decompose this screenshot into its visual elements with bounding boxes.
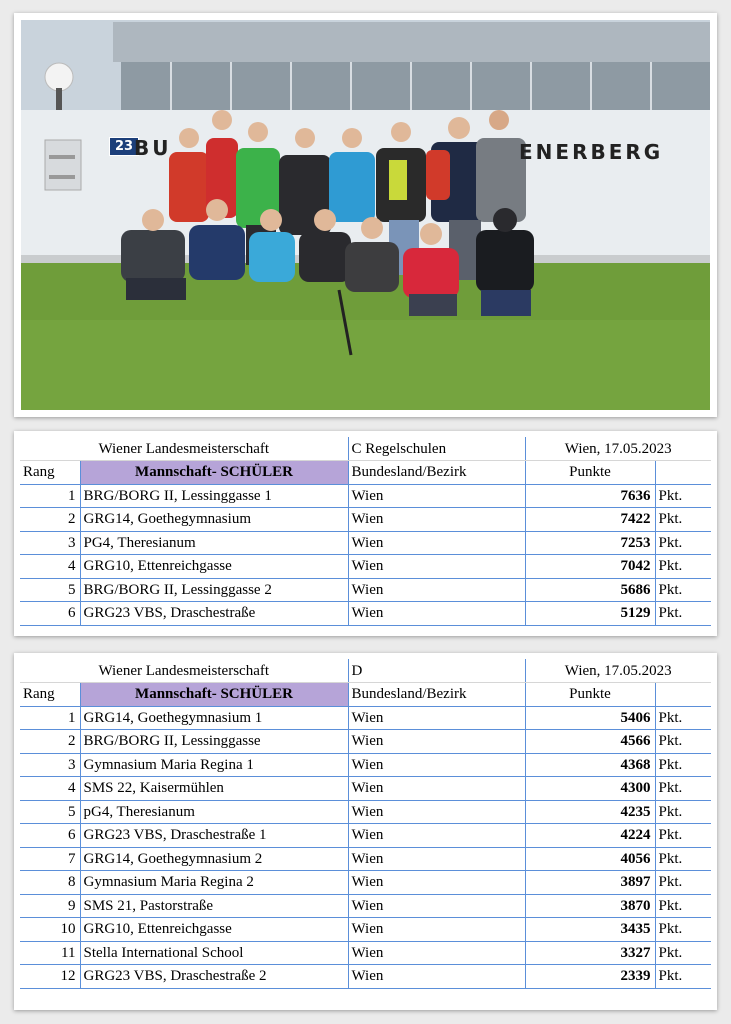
table-row: [20, 508, 711, 532]
table-row: [20, 847, 711, 871]
table-row-unit: Pkt.: [655, 847, 711, 871]
table-row-team: GRG23 VBS, Draschestraße 2: [80, 965, 348, 989]
table-row-rang: 12: [20, 965, 80, 989]
table-row-rang: 8: [20, 871, 80, 895]
table-row: [20, 484, 711, 508]
table-row-punkte: 4235: [525, 800, 655, 824]
results-table-c-card: [14, 431, 717, 636]
table-row-team: GRG10, Ettenreichgasse: [80, 555, 348, 579]
table-row-punkte: 4566: [525, 730, 655, 754]
table-row-team: SMS 22, Kaisermühlen: [80, 777, 348, 801]
table-c-category: C Regelschulen: [348, 437, 525, 461]
table-row-unit: Pkt.: [655, 824, 711, 848]
table-row-rang: 2: [20, 730, 80, 754]
table-row-punkte: 5686: [525, 578, 655, 602]
table-row-unit: Pkt.: [655, 531, 711, 555]
table-row-bundesland: Wien: [348, 941, 525, 965]
table-row-punkte: 4224: [525, 824, 655, 848]
results-table-d: [20, 659, 711, 989]
table-row-punkte: 7253: [525, 531, 655, 555]
table-row-rang: 5: [20, 578, 80, 602]
table-row-unit: Pkt.: [655, 894, 711, 918]
table-row-bundesland: Wien: [348, 777, 525, 801]
table-row-bundesland: Wien: [348, 871, 525, 895]
table-d-title-row: [20, 659, 711, 683]
table-row: [20, 871, 711, 895]
house-number-plate: 23: [109, 137, 139, 156]
table-row-unit: Pkt.: [655, 602, 711, 626]
results-table-d-card: [14, 653, 717, 1010]
table-row-rang: 2: [20, 508, 80, 532]
table-row-rang: 1: [20, 484, 80, 508]
table-row-unit: Pkt.: [655, 706, 711, 730]
table-row-team: Gymnasium Maria Regina 1: [80, 753, 348, 777]
table-row: [20, 578, 711, 602]
table-row-rang: 3: [20, 753, 80, 777]
table-d-category: D: [348, 659, 525, 683]
table-row-bundesland: Wien: [348, 847, 525, 871]
table-row-team: GRG14, Goethegymnasium 1: [80, 706, 348, 730]
table-d-header-rang: Rang: [20, 683, 80, 707]
table-row-punkte: 7636: [525, 484, 655, 508]
table-row-unit: Pkt.: [655, 965, 711, 989]
table-row-punkte: 5129: [525, 602, 655, 626]
table-row-rang: 1: [20, 706, 80, 730]
table-row: [20, 706, 711, 730]
table-row-unit: Pkt.: [655, 555, 711, 579]
table-c-title: Wiener Landesmeisterschaft: [20, 437, 348, 461]
table-row: [20, 753, 711, 777]
table-c-place-date: Wien, 17.05.2023: [525, 437, 711, 461]
table-row: [20, 531, 711, 555]
table-c-header-bundesland: Bundesland/Bezirk: [348, 461, 525, 485]
table-d-header-unit: [655, 683, 711, 707]
table-row-punkte: 4368: [525, 753, 655, 777]
table-row-bundesland: Wien: [348, 894, 525, 918]
table-row: [20, 824, 711, 848]
table-row-punkte: 5406: [525, 706, 655, 730]
table-row-bundesland: Wien: [348, 965, 525, 989]
table-row-unit: Pkt.: [655, 508, 711, 532]
table-c-header-punkte: Punkte: [525, 461, 655, 485]
table-row-unit: Pkt.: [655, 578, 711, 602]
table-row-team: GRG23 VBS, Draschestraße 1: [80, 824, 348, 848]
table-row: [20, 730, 711, 754]
table-row-team: GRG10, Ettenreichgasse: [80, 918, 348, 942]
table-row-rang: 10: [20, 918, 80, 942]
table-d-header-bundesland: Bundesland/Bezirk: [348, 683, 525, 707]
table-row-punkte: 7422: [525, 508, 655, 532]
table-c-header-row: [20, 461, 711, 485]
table-row-bundesland: Wien: [348, 555, 525, 579]
table-row-unit: Pkt.: [655, 777, 711, 801]
table-row-team: pG4, Theresianum: [80, 800, 348, 824]
table-row-bundesland: Wien: [348, 730, 525, 754]
table-row-unit: Pkt.: [655, 800, 711, 824]
table-d-place-date: Wien, 17.05.2023: [525, 659, 711, 683]
table-row-unit: Pkt.: [655, 753, 711, 777]
table-row-team: BRG/BORG II, Lessinggasse 1: [80, 484, 348, 508]
table-row-team: BRG/BORG II, Lessinggasse: [80, 730, 348, 754]
table-row-punkte: 3870: [525, 894, 655, 918]
table-row-bundesland: Wien: [348, 753, 525, 777]
table-row-bundesland: Wien: [348, 578, 525, 602]
results-table-c: [20, 437, 711, 626]
table-row-bundesland: Wien: [348, 602, 525, 626]
table-row-punkte: 4300: [525, 777, 655, 801]
table-row-rang: 6: [20, 602, 80, 626]
table-row: [20, 800, 711, 824]
table-row-team: GRG14, Goethegymnasium: [80, 508, 348, 532]
table-row-punkte: 7042: [525, 555, 655, 579]
table-row: [20, 965, 711, 989]
table-d-title: Wiener Landesmeisterschaft: [20, 659, 348, 683]
table-row-rang: 9: [20, 894, 80, 918]
table-row-team: GRG23 VBS, Draschestraße: [80, 602, 348, 626]
table-row-unit: Pkt.: [655, 941, 711, 965]
table-row: [20, 941, 711, 965]
table-row-bundesland: Wien: [348, 484, 525, 508]
table-row-rang: 5: [20, 800, 80, 824]
photo-card: [14, 13, 717, 417]
table-row-team: Stella International School: [80, 941, 348, 965]
team-photo-drawing: [21, 20, 710, 410]
table-row-bundesland: Wien: [348, 508, 525, 532]
table-row-punkte: 3897: [525, 871, 655, 895]
team-photo: [21, 20, 710, 410]
table-c-header-mannschaft: Mannschaft- SCHÜLER: [80, 461, 348, 485]
table-row-bundesland: Wien: [348, 706, 525, 730]
table-row-bundesland: Wien: [348, 824, 525, 848]
building-sign-left: BU: [134, 136, 172, 160]
table-row-rang: 4: [20, 777, 80, 801]
table-row-rang: 7: [20, 847, 80, 871]
table-row-bundesland: Wien: [348, 531, 525, 555]
table-row-rang: 3: [20, 531, 80, 555]
table-row-unit: Pkt.: [655, 484, 711, 508]
table-row-rang: 6: [20, 824, 80, 848]
table-row: [20, 555, 711, 579]
table-row-team: PG4, Theresianum: [80, 531, 348, 555]
table-row-unit: Pkt.: [655, 918, 711, 942]
table-row-bundesland: Wien: [348, 918, 525, 942]
table-row-unit: Pkt.: [655, 871, 711, 895]
table-row-punkte: 3327: [525, 941, 655, 965]
table-c-title-row: [20, 437, 711, 461]
table-c-header-rang: Rang: [20, 461, 80, 485]
table-row-unit: Pkt.: [655, 730, 711, 754]
table-d-header-row: [20, 683, 711, 707]
table-row: [20, 602, 711, 626]
table-row-team: Gymnasium Maria Regina 2: [80, 871, 348, 895]
table-row: [20, 918, 711, 942]
table-row: [20, 777, 711, 801]
table-d-header-punkte: Punkte: [525, 683, 655, 707]
table-row-punkte: 2339: [525, 965, 655, 989]
table-row-team: BRG/BORG II, Lessinggasse 2: [80, 578, 348, 602]
table-c-body: [20, 484, 711, 625]
table-row-punkte: 3435: [525, 918, 655, 942]
table-row-rang: 11: [20, 941, 80, 965]
table-row-rang: 4: [20, 555, 80, 579]
table-d-body: [20, 706, 711, 988]
table-c-header-unit: [655, 461, 711, 485]
table-row-team: GRG14, Goethegymnasium 2: [80, 847, 348, 871]
table-row-punkte: 4056: [525, 847, 655, 871]
table-d-header-mannschaft: Mannschaft- SCHÜLER: [80, 683, 348, 707]
table-row-bundesland: Wien: [348, 800, 525, 824]
table-row-team: SMS 21, Pastorstraße: [80, 894, 348, 918]
table-row: [20, 894, 711, 918]
building-sign-right: ENERBERG: [519, 140, 664, 164]
